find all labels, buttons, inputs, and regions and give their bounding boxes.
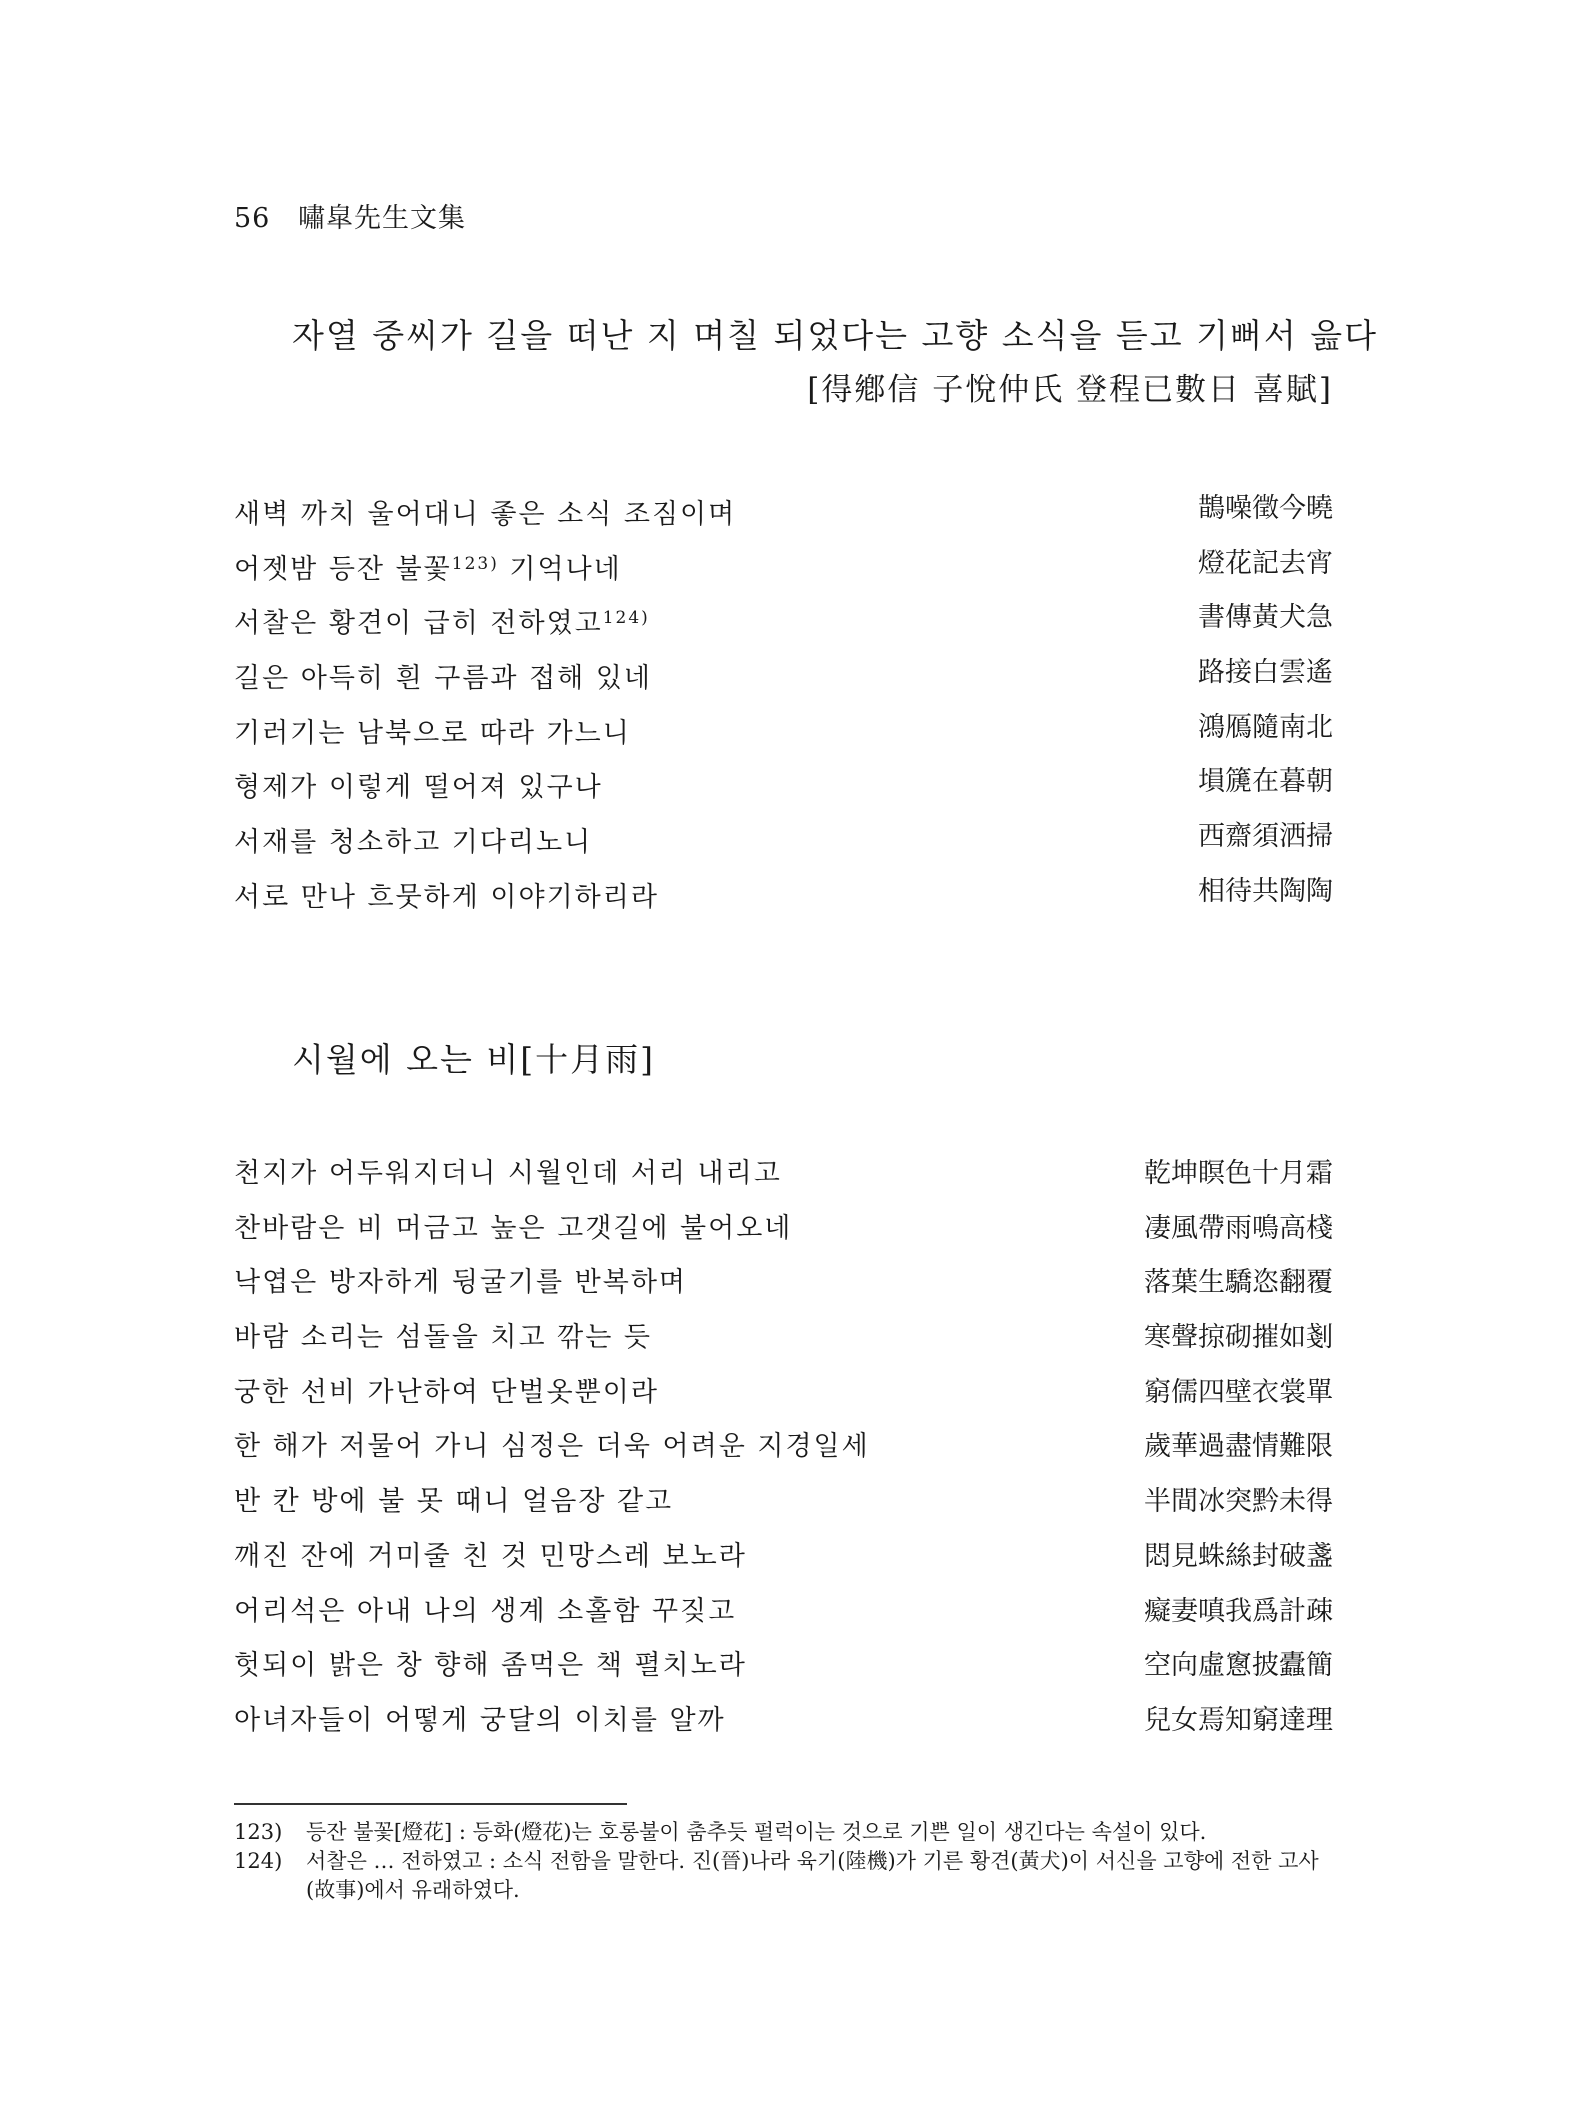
poem-line bbox=[234, 1639, 1333, 1694]
chinese-verse: 寒聲掠砌摧如剗 bbox=[1144, 1322, 1333, 1354]
poem-line bbox=[234, 755, 1333, 810]
poem-line bbox=[234, 810, 1333, 865]
chinese-verse: 鵲噪徵今曉 bbox=[1198, 493, 1333, 524]
chinese-verse: 燈花記去宵 bbox=[1198, 547, 1333, 579]
korean-verse: 어리석은 아내 나의 생계 소홀함 꾸짖고 bbox=[234, 1595, 737, 1627]
korean-verse: 서찰은 황견이 급히 전하였고$^{124)}$ bbox=[234, 608, 650, 640]
chinese-verse: 悶見蛛絲封破盞 bbox=[1144, 1540, 1333, 1572]
poem1-title-chinese: [得鄕信 子悅仲氏 登程已數日 喜賦] bbox=[807, 372, 1333, 408]
korean-verse: 서재를 청소하고 기다리노니 bbox=[234, 827, 593, 859]
poem-line bbox=[234, 537, 1333, 592]
korean-verse: 헛되이 밝은 창 향해 좀먹은 책 펼치노라 bbox=[234, 1650, 747, 1682]
poem-line bbox=[234, 1147, 1333, 1202]
korean-verse: 기러기는 남북으로 따라 가느니 bbox=[234, 717, 631, 749]
poem1-body bbox=[234, 482, 1333, 920]
chinese-verse: 半間冰突黔未得 bbox=[1144, 1486, 1333, 1518]
footnote-number: 124) bbox=[234, 1849, 283, 1873]
korean-verse: 깨진 잔에 거미줄 친 것 민망스레 보노라 bbox=[234, 1540, 747, 1572]
korean-verse: 찬바람은 비 머금고 높은 고갯길에 불어오네 bbox=[234, 1212, 793, 1244]
chinese-verse: 癡妻嗔我爲計疎 bbox=[1144, 1595, 1333, 1627]
chinese-verse: 塤篪在暮朝 bbox=[1198, 766, 1333, 798]
poem-line bbox=[234, 1475, 1333, 1530]
page-number: 56 bbox=[234, 203, 271, 234]
poem-line bbox=[234, 482, 1333, 537]
poem-line bbox=[234, 646, 1333, 701]
poem1-title-korean: 자열 중씨가 길을 떠난 지 며칠 되었다는 고향 소식을 듣고 기뻐서 읊다 bbox=[292, 316, 1378, 355]
korean-verse: 형제가 이렇게 떨어져 있구나 bbox=[234, 772, 603, 804]
chinese-verse: 歲華過盡情難限 bbox=[1144, 1431, 1333, 1463]
footnote bbox=[234, 1818, 1334, 1847]
poem-line bbox=[234, 1366, 1333, 1421]
poem2-body bbox=[234, 1147, 1333, 1749]
korean-verse: 길은 아득히 흰 구름과 접해 있네 bbox=[234, 663, 652, 695]
korean-verse: 반 칸 방에 불 못 때니 얼음장 같고 bbox=[234, 1486, 674, 1518]
korean-verse: 바람 소리는 섬돌을 치고 깎는 듯 bbox=[234, 1322, 652, 1354]
korean-verse: 어젯밤 등잔 불꽃$^{123)}$ 기억나네 bbox=[234, 553, 622, 585]
poem-line bbox=[234, 865, 1333, 920]
korean-verse: 아녀자들이 어떻게 궁달의 이치를 알까 bbox=[234, 1704, 726, 1736]
footnote-text: 서찰은 … 전하였고 : 소식 전함을 말한다. 진(晉)나라 육기(陸機)가 기른 황견(黃犬)이 서신을 고향에 전한 고사(故事)에서 유래하였다. bbox=[306, 1849, 1319, 1902]
poem-line bbox=[234, 1202, 1333, 1257]
poem-line bbox=[234, 1585, 1333, 1640]
poem-line bbox=[234, 1420, 1333, 1475]
chinese-verse: 凄風帶雨鳴高棧 bbox=[1144, 1212, 1333, 1244]
footnotes bbox=[234, 1818, 1334, 1905]
footnote bbox=[234, 1847, 1334, 1905]
chinese-verse: 乾坤瞑色十月霜 bbox=[1144, 1158, 1333, 1189]
book-title: 嘯皐先生文集 bbox=[297, 203, 466, 234]
chinese-verse: 落葉生驕恣翻覆 bbox=[1144, 1267, 1333, 1299]
footnote-ref: 123) bbox=[451, 553, 499, 574]
korean-verse: 한 해가 저물어 가니 심정은 더욱 어려운 지경일세 bbox=[234, 1431, 870, 1463]
poem-line bbox=[234, 1256, 1333, 1311]
chinese-verse: 相待共陶陶 bbox=[1198, 875, 1333, 907]
poem-line bbox=[234, 1530, 1333, 1585]
korean-verse: 궁한 선비 가난하여 단벌옷뿐이라 bbox=[234, 1376, 659, 1408]
korean-verse: 새벽 까치 울어대니 좋은 소식 조짐이며 bbox=[234, 499, 737, 530]
korean-verse: 서로 만나 흐뭇하게 이야기하리라 bbox=[234, 881, 659, 913]
footnote-text: 등잔 불꽃[燈花] : 등화(燈花)는 호롱불이 춤추듯 펄럭이는 것으로 기쁜 일이 생긴다는 속설이 있다. bbox=[306, 1820, 1207, 1844]
footnote-number: 123) bbox=[234, 1820, 283, 1844]
korean-verse: 천지가 어두워지더니 시월인데 서리 내리고 bbox=[234, 1158, 782, 1189]
chinese-verse: 書傳黃犬急 bbox=[1198, 602, 1333, 634]
poem-line bbox=[234, 1311, 1333, 1366]
footnote-divider bbox=[234, 1803, 627, 1805]
chinese-verse: 路接白雲遙 bbox=[1198, 657, 1333, 689]
chinese-verse: 鴻鴈隨南北 bbox=[1198, 711, 1333, 743]
footnote-ref: 124) bbox=[602, 608, 650, 629]
chinese-verse: 兒女焉知窮達理 bbox=[1144, 1704, 1333, 1736]
chinese-verse: 西齋須洒掃 bbox=[1198, 821, 1333, 853]
korean-verse: 낙엽은 방자하게 뒹굴기를 반복하며 bbox=[234, 1267, 687, 1299]
poem-line bbox=[234, 591, 1333, 646]
running-header bbox=[234, 196, 466, 235]
poem-line bbox=[234, 701, 1333, 756]
poem2-title: 시월에 오는 비[十月雨] bbox=[292, 1040, 655, 1079]
poem-line bbox=[234, 1694, 1333, 1749]
chinese-verse: 空向虛窻披蠹簡 bbox=[1144, 1650, 1333, 1682]
chinese-verse: 窮儒四壁衣裳單 bbox=[1144, 1376, 1333, 1408]
